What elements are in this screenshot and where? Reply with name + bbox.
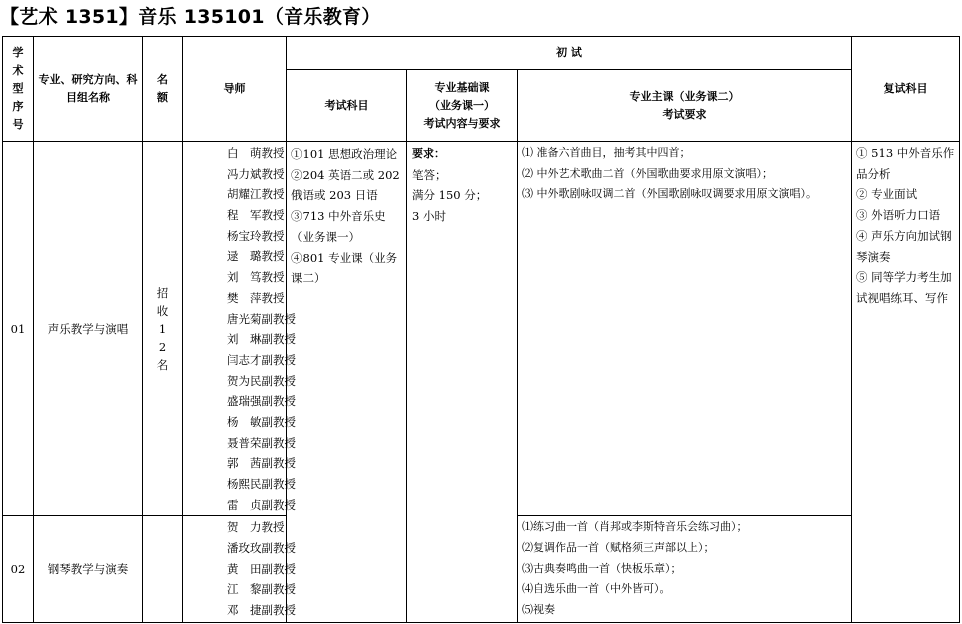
- tutor: 唐光菊副教授: [227, 311, 296, 326]
- requirement-line: ⑸视奏: [522, 603, 555, 617]
- row-quota: 招收12名: [143, 142, 183, 516]
- retest-subject: ④ 声乐方向加试钢琴演奏: [856, 228, 952, 264]
- tutor: 樊 萍教授: [227, 290, 285, 305]
- retest-subject: ⑤ 同等学力考生加试视唱练耳、写作: [856, 270, 952, 305]
- header-foundation: 专业基础课 （业务课一） 考试内容与要求: [407, 70, 518, 142]
- row-seq: 01: [3, 142, 34, 516]
- retest-subjects: [852, 142, 960, 623]
- tutor: 闫志才副教授: [227, 352, 296, 367]
- tutor: 黄 田副教授: [227, 561, 296, 576]
- exam-subjects: [287, 142, 407, 623]
- header-main-course: 专业主课（业务课二） 考试要求: [518, 70, 852, 142]
- tutor-list: [183, 516, 296, 623]
- main-course-requirements: [518, 516, 852, 623]
- tutor: 程 军教授: [227, 208, 285, 223]
- requirement-label: 要求：: [412, 147, 445, 160]
- tutor: 聂普荣副教授: [227, 435, 296, 450]
- tutor: 江 黎副教授: [227, 582, 296, 597]
- tutor: 盛瑞强副教授: [227, 394, 296, 409]
- requirement-line: ⑶ 中外歌剧咏叹调二首（外国歌剧咏叹调要求用原文演唱）。: [522, 187, 817, 201]
- tutor: 雷 贞副教授: [227, 497, 296, 512]
- row-seq: 02: [3, 516, 34, 623]
- retest-subject: ② 专业面试: [856, 187, 918, 202]
- foundation-requirements: [407, 142, 518, 623]
- tutor: 杨熙民副教授: [227, 477, 296, 491]
- requirement-line: ⑵ 中外艺术歌曲二首（外国歌曲要求用原文演唱）；: [522, 166, 773, 180]
- header-tutor: 导师: [183, 37, 287, 142]
- exam-subject: ②204 英语二或 202 俄语或 203 日语: [291, 167, 400, 203]
- admission-table: [2, 36, 960, 623]
- exam-subject: ①101 思想政治理论: [291, 147, 398, 161]
- header-prelim: 初 试: [287, 37, 852, 70]
- exam-subject: ④801 专业课（业务课二）: [291, 250, 398, 286]
- tutor: 胡耀江教授: [227, 187, 285, 202]
- header-exam-subjects: 考试科目: [287, 70, 407, 142]
- requirement-line: 笔答；: [412, 167, 447, 182]
- header-retest: 复试科目: [852, 37, 960, 142]
- tutor: 贺 力教授: [227, 520, 285, 535]
- requirement-line: ⑴ 准备六首曲目，抽考其中四首；: [522, 146, 691, 159]
- tutor: 冯力斌教授: [227, 166, 285, 181]
- header-major: 专业、研究方向、科目组名称: [34, 37, 143, 142]
- tutor: 贺为民副教授: [227, 373, 296, 388]
- retest-subject: ① 513 中外音乐作品分析: [856, 146, 955, 181]
- requirement-line: 满分 150 分；: [412, 188, 488, 203]
- tutor: 白 萌教授: [227, 146, 285, 160]
- tutor: 刘 笃教授: [227, 270, 285, 285]
- tutor-list: [183, 142, 296, 516]
- tutor: 潘玫玫副教授: [227, 541, 296, 556]
- header-quota: 名额: [143, 37, 183, 142]
- requirement-line: ⑴练习曲一首（肖邦或李斯特音乐会练习曲）；: [522, 520, 748, 534]
- requirement-line: ⑶古典奏鸣曲一首（快板乐章）；: [522, 561, 682, 575]
- main-course-requirements: [518, 142, 852, 516]
- tutor: 郭 茜副教授: [227, 456, 296, 471]
- tutor: 逯 璐教授: [227, 249, 285, 264]
- requirement-line: ⑷自选乐曲一首（中外皆可）。: [522, 582, 671, 596]
- requirement-line: ⑵复调作品一首（赋格须三声部以上）；: [522, 541, 715, 555]
- retest-subject: ③ 外语听力口语: [856, 208, 941, 223]
- row-quota: [143, 516, 183, 623]
- requirement-line: 3 小时: [412, 209, 446, 224]
- header-seq: 学术型序号: [3, 37, 34, 142]
- tutor: 刘 琳副教授: [227, 332, 296, 347]
- row-major: 钢琴教学与演奏: [34, 516, 143, 623]
- exam-subject: ③713 中外音乐史（业务课一）: [291, 209, 386, 244]
- page-title: 【艺术 1351】音乐 135101（音乐教育）: [0, 6, 381, 28]
- tutor: 邓 捷副教授: [227, 603, 296, 618]
- row-major: 声乐教学与演唱: [34, 142, 143, 516]
- tutor: 杨宝玲教授: [227, 228, 285, 243]
- tutor: 杨 敏副教授: [227, 414, 296, 429]
